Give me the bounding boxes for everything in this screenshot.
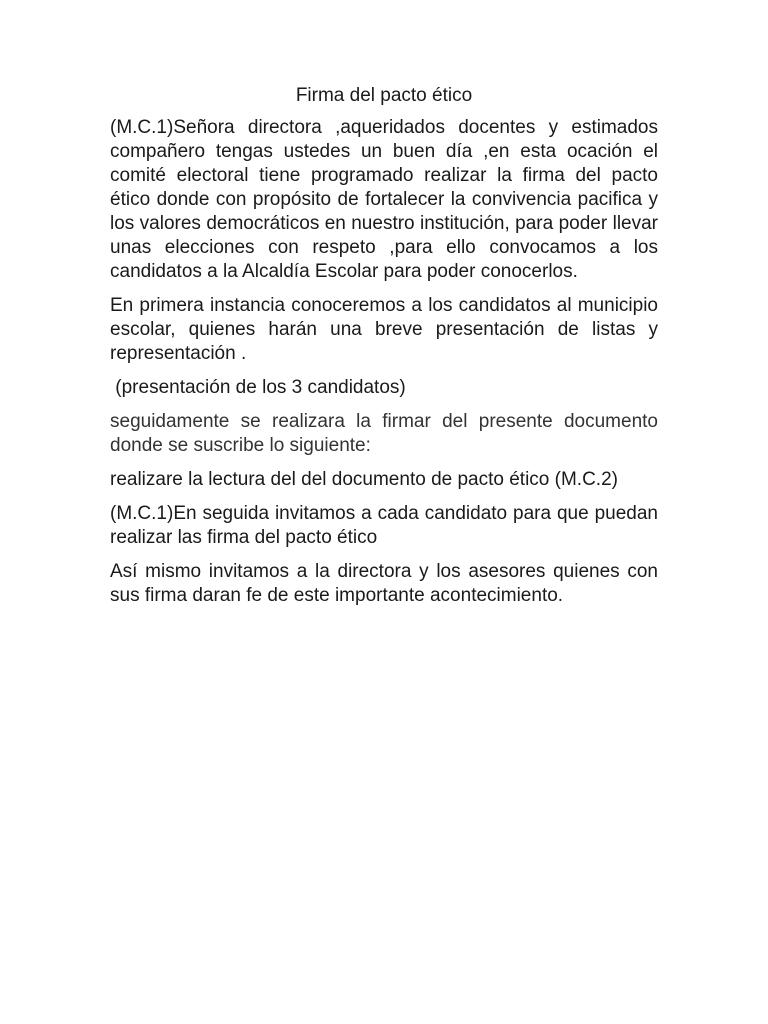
document-title: Firma del pacto ético [295,85,473,106]
paragraph-candidates: En primera instancia conoceremos a los candidatos al municipio escolar, quienes harán una breve presentación de listas y representación . [110,295,658,364]
paragraph-candidates-sign: (M.C.1)En seguida invitamos a cada candidato para que puedan realizar las firma del pacto ético [110,503,658,548]
paragraph-closing: Así mismo invitamos a la directora y los asesores quienes con sus firma daran fe de este importante acontecimiento. [110,561,658,606]
paragraph-signing: seguidamente se realizara la firmar del presente documento donde se suscribe lo siguiente: [110,411,658,456]
paragraph-intro: (M.C.1)Señora directora ,aqueridados docentes y estimados compañero tengas ustedes un buen día ,en esta ocación el comité electoral tiene programado realizar la firma del pacto ético donde con propósito de fortalecer la convivencia pacifica y los valores democráticos en nuestro institución, para poder llevar unas elecciones con respeto ,para ello convocamos a los candidatos a la Alcaldía Escolar para poder conocerlos. [110,117,658,282]
paragraph-presentation: (presentación de los 3 candidatos) [110,377,406,398]
document-body [110,84,658,618]
paragraph-reading: realizare la lectura del del documento de pacto ético (M.C.2) [110,469,618,490]
